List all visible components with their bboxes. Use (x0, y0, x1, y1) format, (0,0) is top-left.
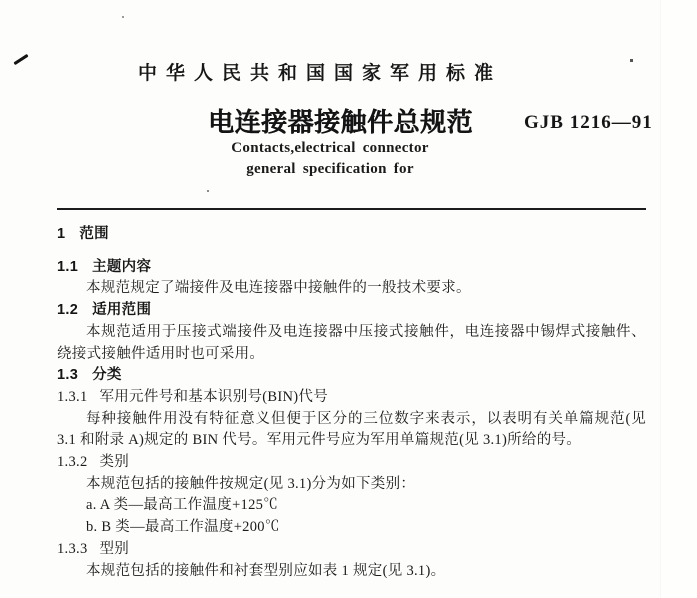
section-number: 1.1 (57, 258, 79, 275)
section-title: 分类 (92, 367, 122, 384)
scan-speck (630, 59, 633, 62)
section-number: 1 (57, 226, 66, 242)
section-title: 主题内容 (92, 258, 152, 275)
section-title: 型别 (99, 540, 130, 557)
section-heading-classification (57, 365, 646, 387)
national-standard-label: 中华人民共和国国家军用标准 (138, 63, 503, 84)
class-item-b: b. B 类—最高工作温度+200℃ (86, 519, 280, 536)
section-heading-types (57, 539, 646, 561)
document-title-en-line1: Contacts,electrical connector (231, 140, 429, 156)
paragraph-subject: 本规范规定了端接件及电连接器中接触件的一般技术要求。 (86, 280, 471, 297)
class-item-a: a. A 类—最高工作温度+125℃ (86, 497, 279, 514)
section-heading-scope (57, 224, 646, 246)
paragraph-applicability: 本规范适用于压接式端接件及电连接器中压接式接触件，电连接器中锡焊式接触件、绕接式接触件适用时也可采用。 (57, 323, 646, 362)
pen-mark (13, 54, 28, 65)
section-title: 类别 (99, 454, 130, 471)
section-title: 适用范围 (92, 302, 152, 319)
scan-page-edge (660, 0, 697, 598)
section-number: 1.3.1 (57, 388, 88, 405)
section-heading-applicability (57, 300, 646, 322)
section-title: 军用元件号和基本识别号(BIN)代号 (99, 388, 329, 405)
standard-number: GJB 1216—91 (524, 112, 653, 133)
section-number: 1.3.2 (57, 454, 88, 471)
document-title-en-line2: general specification for (246, 161, 414, 177)
section-number: 1.3 (57, 367, 79, 384)
section-heading-classes (57, 452, 646, 474)
document-body (57, 224, 646, 582)
section-heading-subject (57, 257, 646, 279)
paragraph-types: 本规范包括的接触件和衬套型别应如表 1 规定(见 3.1)。 (86, 562, 446, 579)
header-divider (57, 208, 646, 210)
paragraph-bin-code: 每种接触件用没有特征意义但便于区分的三位数字来表示，以表明有关单篇规范(见 3.1 和附录 A)规定的 BIN 代号。军用元件号应为军用单篇规范(见 3.1)所给的号。 (57, 410, 646, 449)
section-number: 1.2 (57, 302, 79, 319)
paragraph-classes-intro: 本规范包括的接触件按规定(见 3.1)分为如下类别： (86, 475, 416, 492)
scan-speck (122, 16, 124, 18)
section-heading-bin-code (57, 387, 646, 409)
document-title-zh: 电连接器接触件总规范 (208, 107, 474, 137)
section-title: 范围 (79, 226, 109, 242)
scan-speck (207, 190, 209, 192)
section-number: 1.3.3 (57, 540, 88, 557)
